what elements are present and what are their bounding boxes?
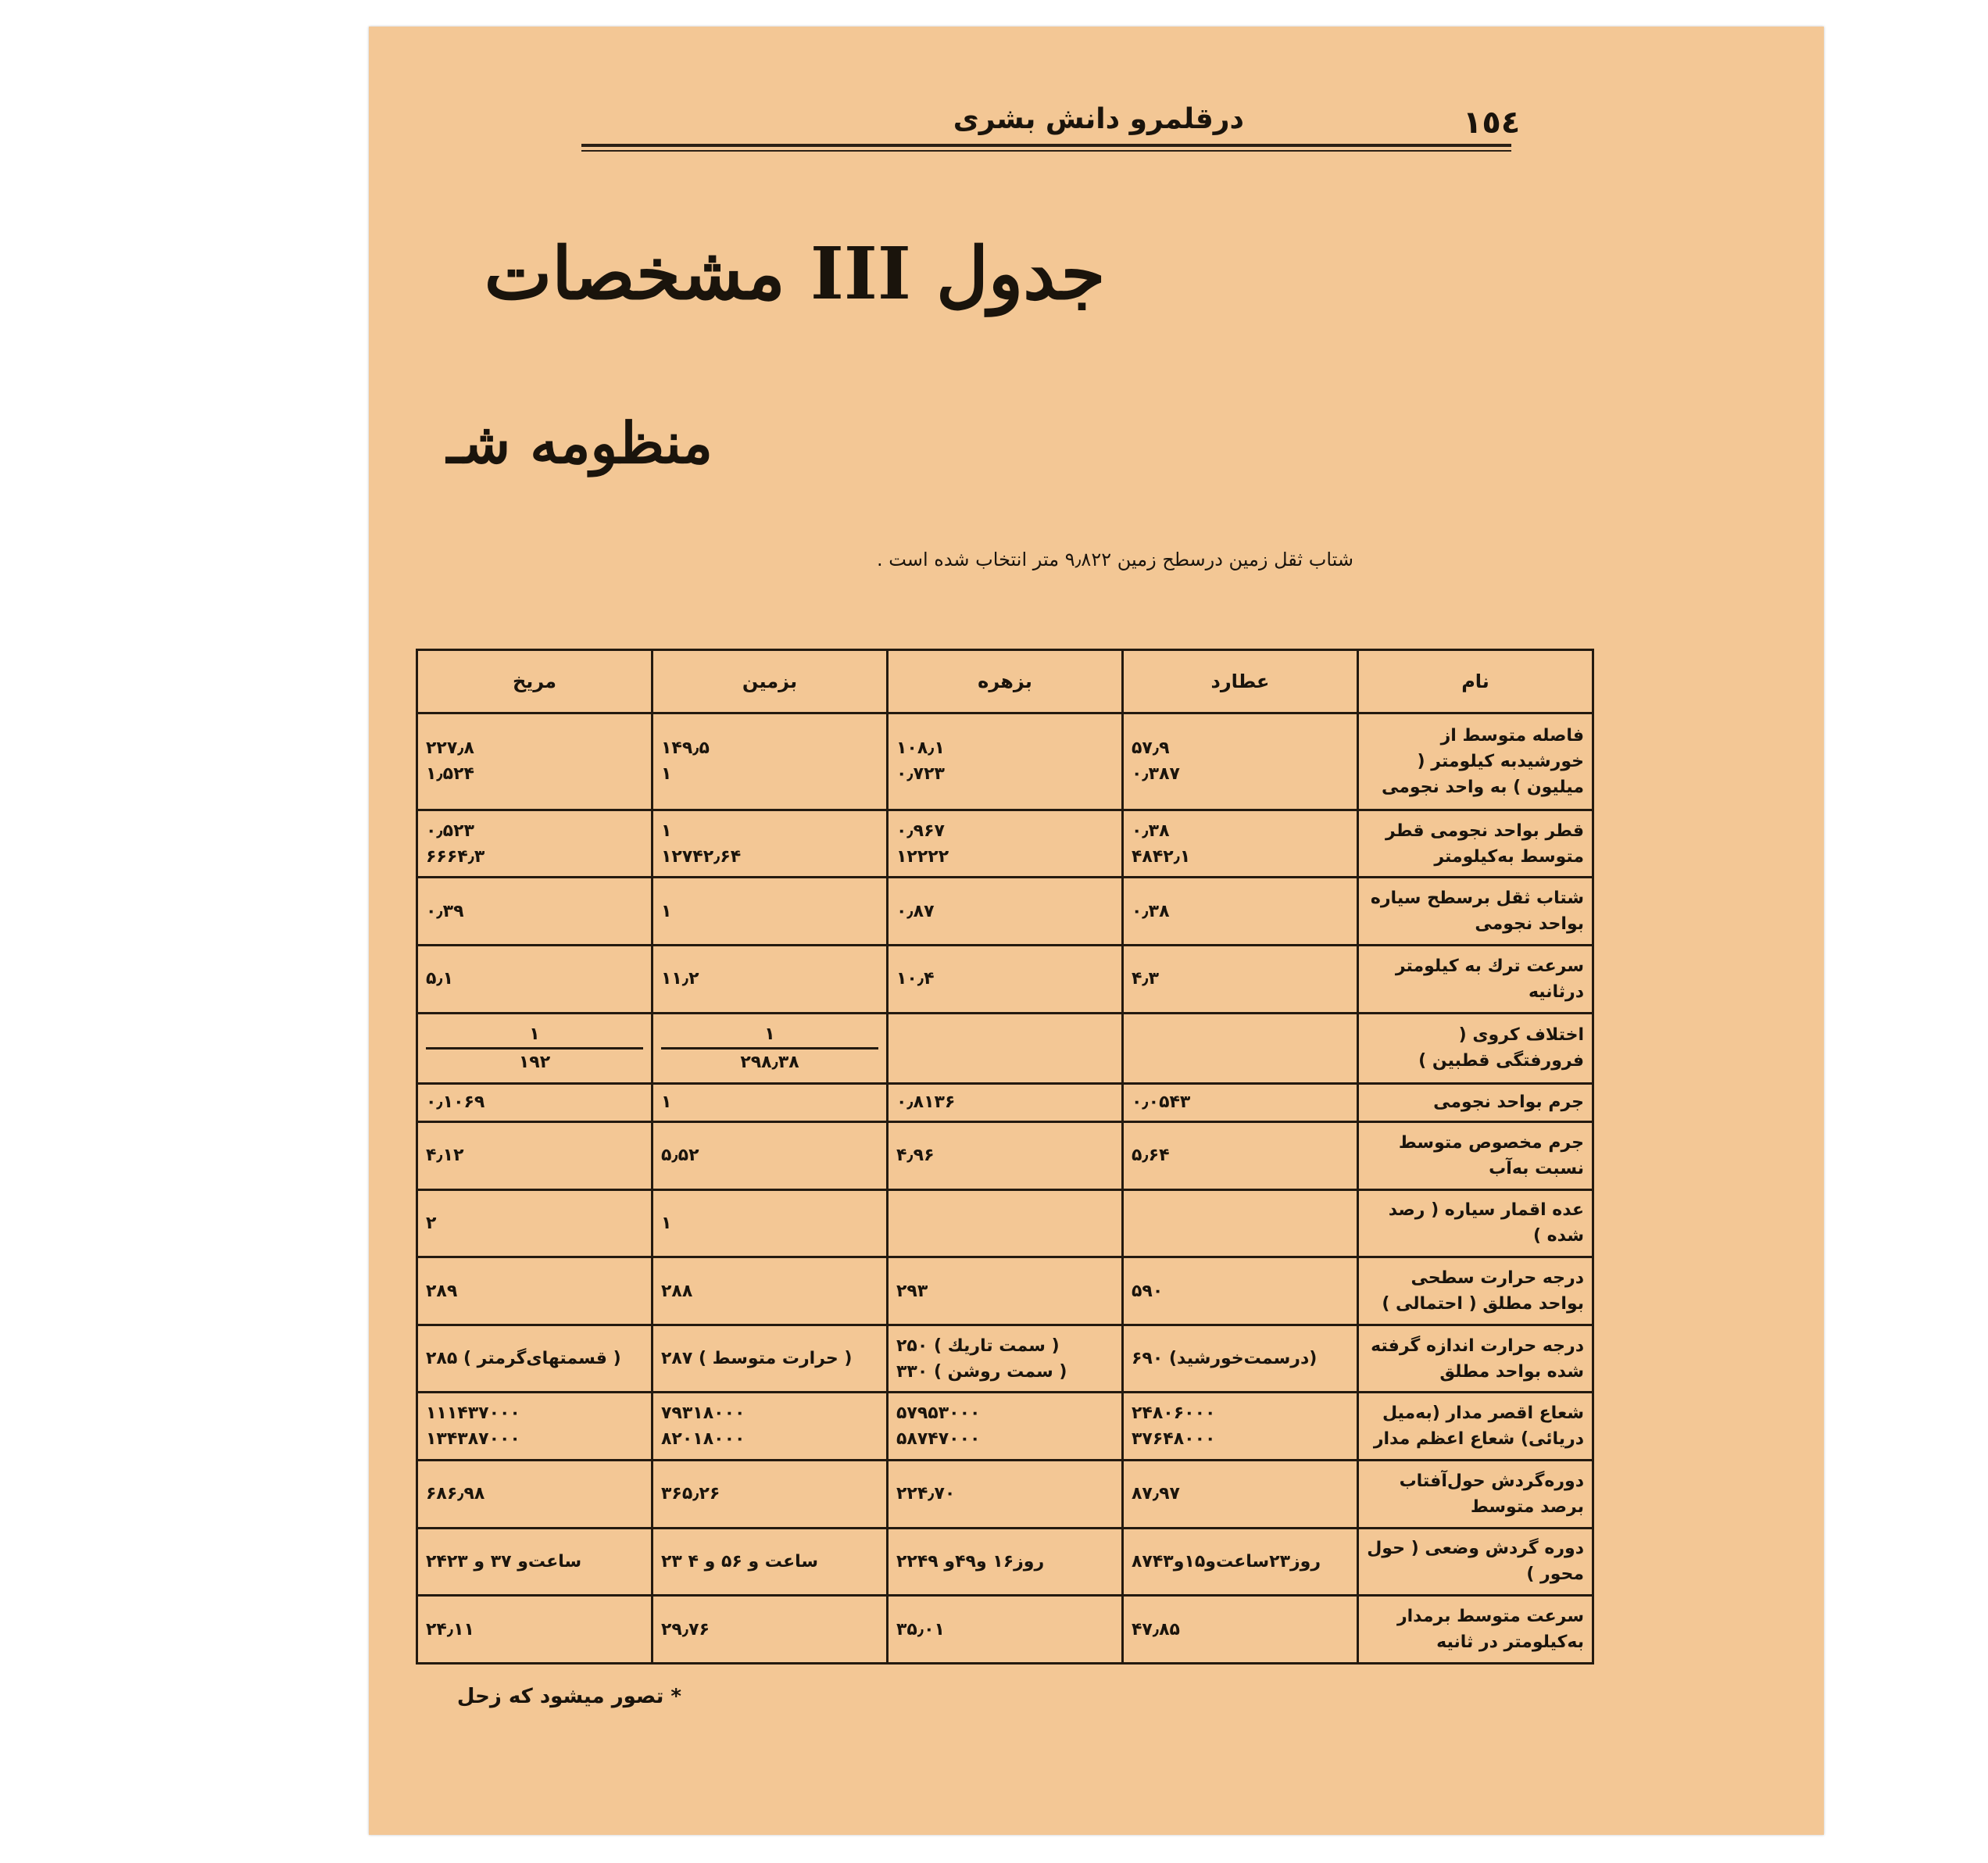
cell-venus <box>888 810 1123 878</box>
cell-mars <box>417 1596 653 1664</box>
cell-line: ۱۴۹٫۵ <box>661 738 710 759</box>
table-row <box>417 1528 1593 1596</box>
cell-line: ۴٫۳ <box>1132 969 1160 989</box>
cell-mercury <box>1123 810 1358 878</box>
fraction-denominator: ۱۹۲ <box>518 1052 551 1072</box>
cell-mars <box>417 1083 653 1121</box>
table-row <box>417 1122 1593 1190</box>
row-label: جرم مخصوص متوسط نسبت به‌آب <box>1358 1122 1593 1190</box>
table-row <box>417 1393 1593 1461</box>
cell-line: ۲۳ ساعت و ۵۶ و ۴ <box>661 1551 819 1572</box>
cell-mars <box>417 1461 653 1529</box>
cell-venus <box>888 1325 1123 1393</box>
row-label: شتاب ثقل برسطح سياره بواحد نجومی <box>1358 878 1593 946</box>
cell-venus <box>888 1528 1123 1596</box>
header-mars: مريخ <box>417 650 653 713</box>
cell-line: ۲۴۸۰۶۰۰۰ <box>1132 1404 1216 1424</box>
cell-line: ۲۸۵ ( قسمتهای‌گرمتر ) <box>426 1349 621 1369</box>
cell-mercury <box>1123 713 1358 810</box>
page-title: جدول III مشخصات <box>484 231 1106 316</box>
cell-line: ۰٫۹۶۷ <box>896 821 945 841</box>
cell-line: ۵۷۹۵۳۰۰۰ <box>896 1404 981 1424</box>
fraction-numerator: ۱ <box>661 1021 878 1050</box>
cell-line: ۴٫۹۶ <box>896 1146 935 1166</box>
cell-line: ۱۰۸٫۱ <box>896 738 945 759</box>
cell-line: ۲۸۷ ( حرارت متوسط ) <box>661 1349 853 1369</box>
cell-line: ۱۱۱۴۳۷۰۰۰ <box>426 1404 520 1424</box>
cell-mercury <box>1123 1189 1358 1257</box>
table-row <box>417 945 1593 1013</box>
cell-mercury <box>1123 945 1358 1013</box>
cell-mercury <box>1123 1528 1358 1596</box>
cell-mars <box>417 1013 653 1083</box>
row-label: فاصله متوسط از خورشيدبه كيلومتر ( ميليون ) به واحد نجومی <box>1358 713 1593 810</box>
cell-venus <box>888 878 1123 946</box>
cell-mercury <box>1123 1596 1358 1664</box>
cell-venus <box>888 945 1123 1013</box>
cell-earth <box>653 1325 888 1393</box>
cell-line: ۲۲۴روز۱۶ و۴۹و ۹ <box>896 1551 1045 1572</box>
page-subtitle: منظومه شـ <box>446 409 713 476</box>
cell-earth <box>653 810 888 878</box>
header-rule <box>581 144 1511 147</box>
row-label: اختلاف كروی ( فرورفتگی قطبين ) <box>1358 1013 1593 1083</box>
cell-mercury <box>1123 1083 1358 1121</box>
cell-venus <box>888 1393 1123 1461</box>
footnote: * تصور ميشود كه زحل <box>456 1685 681 1708</box>
cell-line: ۶۹۰ (درسمت‌خورشيد) <box>1132 1349 1318 1369</box>
table-row <box>417 810 1593 878</box>
cell-line: ۲۴ساعت‌و ۳۷ و ۲۳ <box>426 1551 582 1572</box>
cell-mars <box>417 1189 653 1257</box>
cell-venus <box>888 1596 1123 1664</box>
table-row <box>417 1257 1593 1325</box>
cell-mercury <box>1123 1013 1358 1083</box>
row-label: سرعت ترك به كيلومتر درثانيه <box>1358 945 1593 1013</box>
table-row <box>417 1325 1593 1393</box>
cell-line: ۲۸۸ <box>661 1281 693 1301</box>
table-row <box>417 713 1593 810</box>
cell-line: ۷۹۳۱۸۰۰۰ <box>661 1404 746 1424</box>
cell-line: ۲۵۰ ( سمت تاريك ) <box>896 1336 1060 1356</box>
cell-line: ۱ <box>661 901 672 921</box>
cell-line: ۳۶۵٫۲۶ <box>661 1484 720 1504</box>
table-row <box>417 878 1593 946</box>
cell-mercury <box>1123 1122 1358 1190</box>
fraction-denominator: ۲۹۸٫۳۸ <box>740 1052 799 1072</box>
cell-venus <box>888 1461 1123 1529</box>
cell-earth <box>653 1189 888 1257</box>
cell-line: ۶۸۶٫۹۸ <box>426 1484 485 1504</box>
cell-line: ۱۰٫۴ <box>896 969 935 989</box>
row-label: دوره گردش وضعی ( حول محور ) <box>1358 1528 1593 1596</box>
cell-earth <box>653 878 888 946</box>
cell-line: ۰٫۸۷ <box>896 901 935 921</box>
cell-line: ۲۹٫۷۶ <box>661 1619 710 1640</box>
cell-mars <box>417 1393 653 1461</box>
cell-mars <box>417 1122 653 1190</box>
cell-line: ۰٫۳۸۷ <box>1132 764 1180 785</box>
cell-earth <box>653 1083 888 1121</box>
fraction <box>426 1021 643 1075</box>
cell-earth <box>653 1013 888 1083</box>
cell-line: ۲۲۷٫۸ <box>426 738 474 759</box>
table-row <box>417 1083 1593 1121</box>
cell-mercury <box>1123 1461 1358 1529</box>
table-row <box>417 1013 1593 1083</box>
cell-line: ۴۸۴۲٫۱ <box>1132 846 1191 867</box>
cell-line: ۵٫۵۲ <box>661 1146 699 1166</box>
cell-mars <box>417 1528 653 1596</box>
cell-line: ۰٫۱۰۶۹ <box>426 1092 485 1113</box>
cell-venus <box>888 1013 1123 1083</box>
table-body <box>417 713 1593 1664</box>
cell-venus <box>888 1189 1123 1257</box>
cell-mercury <box>1123 878 1358 946</box>
cell-line: ۰٫۷۲۳ <box>896 764 945 785</box>
cell-line: ۱۱٫۲ <box>661 969 699 989</box>
table-row <box>417 1189 1593 1257</box>
cell-line: ۱ <box>661 1213 672 1233</box>
table-row <box>417 1461 1593 1529</box>
cell-line: ۵٫۱ <box>426 969 454 989</box>
cell-line: ۱۲۲۲۲ <box>896 846 949 867</box>
cell-line: ۰٫۳۸ <box>1132 821 1170 841</box>
cell-line: ۵۸۷۴۷۰۰۰ <box>896 1429 981 1450</box>
row-label: سرعت متوسط برمدار به‌كيلومتر در ثانيه <box>1358 1596 1593 1664</box>
cell-line: ۱ <box>661 764 672 785</box>
cell-earth <box>653 1122 888 1190</box>
row-label: دوره‌گردش حول‌آفتاب برصد متوسط <box>1358 1461 1593 1529</box>
cell-earth <box>653 1528 888 1596</box>
row-label: درجه حرارت سطحی بواحد مطلق ( احتمالی ) <box>1358 1257 1593 1325</box>
row-label: قطر بواحد نجومی قطر متوسط به‌كيلومتر <box>1358 810 1593 878</box>
cell-earth <box>653 945 888 1013</box>
header-name: نام <box>1358 650 1593 713</box>
row-label: شعاع اقصر مدار (به‌ميل دريائی) شعاع اعظم مدار <box>1358 1393 1593 1461</box>
cell-mercury <box>1123 1393 1358 1461</box>
cell-line: ۱۲۷۴۲٫۶۴ <box>661 846 742 867</box>
cell-line: ۸۲۰۱۸۰۰۰ <box>661 1429 746 1450</box>
cell-mars <box>417 878 653 946</box>
cell-line: ۳۵٫۰۱ <box>896 1619 945 1640</box>
cell-mars <box>417 1257 653 1325</box>
cell-line: ۸۷٫۹۷ <box>1132 1484 1180 1504</box>
document-page <box>369 27 1824 1835</box>
cell-line: ۵۹۰ <box>1132 1281 1164 1301</box>
cell-venus <box>888 1257 1123 1325</box>
cell-line: ۶۶۶۴٫۳ <box>426 846 485 867</box>
planet-table-wrapper <box>416 649 1594 1665</box>
cell-line: ۴٫۱۲ <box>426 1146 464 1166</box>
planet-characteristics-table <box>416 649 1594 1665</box>
cell-line: ۰٫۳۹ <box>426 901 464 921</box>
cell-mars <box>417 810 653 878</box>
cell-line: ۰٫۸۱۳۶ <box>896 1092 956 1113</box>
cell-line: ۲۸۹ <box>426 1281 458 1301</box>
row-label: درجه حرارت اندازه گرفته شده بواحد مطلق <box>1358 1325 1593 1393</box>
cell-line: ۰٫۳۸ <box>1132 901 1170 921</box>
cell-line: ۰٫۰۵۴۳ <box>1132 1092 1191 1113</box>
cell-line: ۵٫۶۴ <box>1132 1146 1170 1166</box>
cell-mercury <box>1123 1325 1358 1393</box>
cell-line: ۸۷روز۲۳ساعت‌و۱۵و۴۳ <box>1132 1551 1321 1572</box>
cell-line: ۵۷٫۹ <box>1132 738 1170 759</box>
cell-line: ۱۳۴۳۸۷۰۰۰ <box>426 1429 520 1450</box>
row-label: عده اقمار سياره ( رصد شده ) <box>1358 1189 1593 1257</box>
cell-venus <box>888 713 1123 810</box>
cell-line: ۲ <box>426 1213 437 1233</box>
cell-mercury <box>1123 1257 1358 1325</box>
cell-earth <box>653 1393 888 1461</box>
header-rule-thin <box>581 150 1511 152</box>
header-earth: بزمين <box>653 650 888 713</box>
cell-line: ۲۲۴٫۷۰ <box>896 1484 956 1504</box>
row-label: جرم بواحد نجومی <box>1358 1083 1593 1121</box>
fraction <box>661 1021 878 1075</box>
cell-earth <box>653 1461 888 1529</box>
cell-line: ۴۷٫۸۵ <box>1132 1619 1180 1640</box>
cell-line: ۲۹۳ <box>896 1281 928 1301</box>
cell-earth <box>653 1596 888 1664</box>
table-row <box>417 1596 1593 1664</box>
fraction-numerator: ۱ <box>426 1021 643 1050</box>
cell-venus <box>888 1122 1123 1190</box>
cell-mars <box>417 1325 653 1393</box>
cell-mars <box>417 713 653 810</box>
cell-line: ۳۷۶۴۸۰۰۰ <box>1132 1429 1216 1450</box>
cell-venus <box>888 1083 1123 1121</box>
cell-line: ۱٫۵۲۴ <box>426 764 474 785</box>
table-header-row <box>417 650 1593 713</box>
cell-earth <box>653 713 888 810</box>
cell-mars <box>417 945 653 1013</box>
header-mercury: عطارد <box>1123 650 1358 713</box>
running-title: درقلمرو دانش بشری <box>953 103 1244 135</box>
cell-line: ۲۴٫۱۱ <box>426 1619 474 1640</box>
cell-line: ۱ <box>661 821 672 841</box>
page-number: ١٥٤ <box>1463 105 1521 141</box>
header-venus: بزهره <box>888 650 1123 713</box>
cell-line: ۰٫۵۲۳ <box>426 821 474 841</box>
cell-earth <box>653 1257 888 1325</box>
cell-line: ۳۳۰ ( سمت روشن ) <box>896 1361 1067 1382</box>
cell-line: ۱ <box>661 1092 672 1113</box>
gravity-note: شتاب ثقل زمين درسطح زمين ۹٫۸۲۲ متر انتخاب شده است . <box>877 549 1353 570</box>
